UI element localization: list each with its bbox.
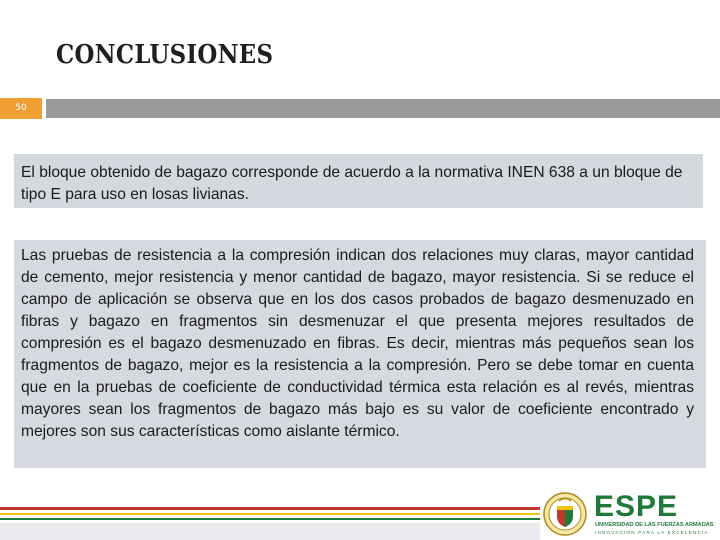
conclusion-box-1 [14,154,703,208]
conclusion-box-2 [14,240,706,468]
espe-seal-icon [543,492,587,536]
espe-wordmark [593,490,720,538]
bottom-stripes-decoration [0,505,540,540]
slide-number: 50 [0,98,42,119]
espe-logo [543,490,720,538]
conclusion-text-2: Las pruebas de resistencia a la compresión indican dos relaciones muy claras, mayor cantidad de cemento, mejor resistencia y menor cantidad de bagazo, mayor resistencia. Si se reduce el campo de aplicación se observa que en los dos casos probados de bagazo desmenuzado en fibras y bagazo en fragmentos sin desmenuzar el que presenta mejores resultados de compresión es el bagazo desmenuzado en fibras. Es decir, mientras más pequeños sean los fragmentos de bagazo, mejor es la resistencia a la compresión. Pero se debe tomar en cuenta que en la pruebas de coeficiente de conductividad térmica esta relación es al revés, mientras mayores sean los fragmentos de bagazo más bajo es su valor de coeficiente encontrado y mejores son sus características como aislante térmico. [21,247,694,440]
header-bar [46,99,720,118]
espe-name: ESPE [594,490,679,523]
espe-motto: INNOVACIÓN PARA LA EXCELENCIA [595,530,709,535]
slide-title: CONCLUSIONES [56,40,274,70]
conclusion-text-1: El bloque obtenido de bagazo corresponde de acuerdo a la normativa INEN 638 a un bloque de tipo E para uso en losas livianas. [21,164,683,203]
espe-subtitle: UNIVERSIDAD DE LAS FUERZAS ARMADAS [595,522,714,528]
